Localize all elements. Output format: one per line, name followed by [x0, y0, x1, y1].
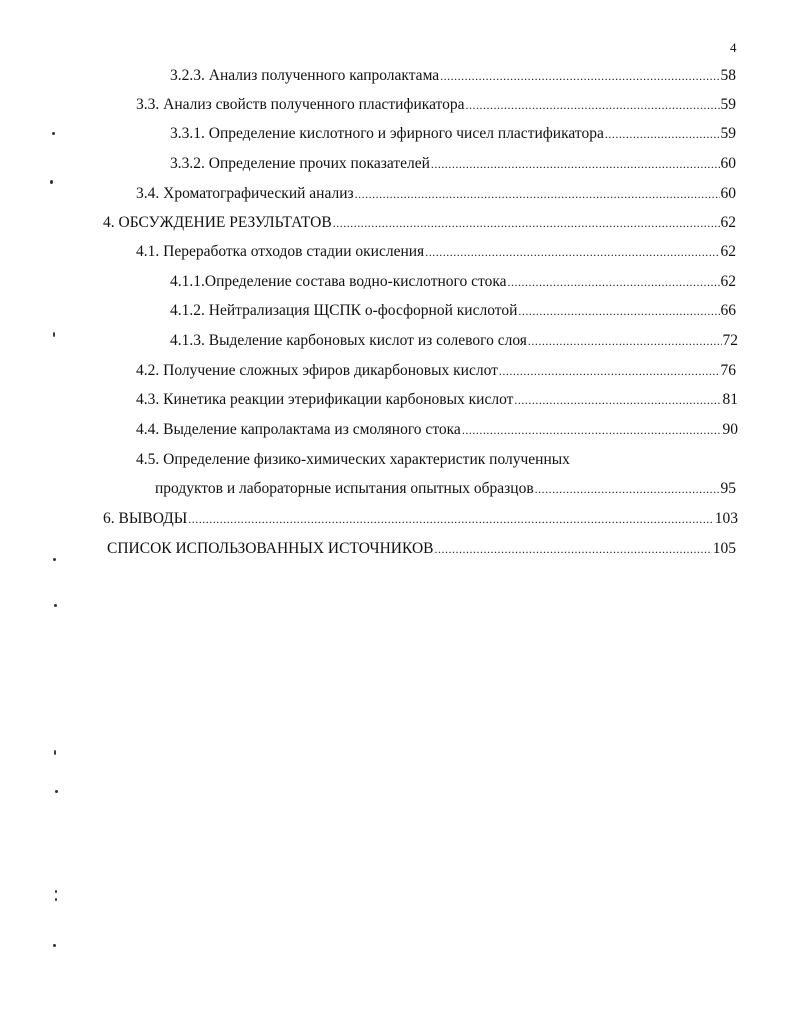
toc-entry-page: 103 — [714, 510, 738, 527]
toc-entry-page: 66 — [720, 302, 736, 319]
toc-entry — [136, 95, 736, 115]
toc-entry-page: 62 — [720, 243, 736, 260]
toc-entry-title: 3.3.2. Определение прочих показателей — [170, 155, 430, 172]
toc-entry-title: 4. ОБСУЖДЕНИЕ РЕЗУЛЬТАТОВ — [103, 214, 332, 231]
toc-entry-title: 4.1.1.Определение состава водно-кислотного стока — [170, 273, 507, 290]
toc-entry-page: 105 — [712, 540, 736, 557]
toc-entry-page: 76 — [720, 362, 736, 379]
scan-speck — [54, 604, 57, 607]
toc-entry-title: 4.2. Получение сложных эфиров дикарбоновых кислот — [136, 362, 498, 379]
toc-leader-dots — [440, 66, 719, 86]
page-number: 4 — [730, 40, 737, 55]
toc-entry-title: 4.1.3. Выделение карбоновых кислот из солевого слоя — [170, 332, 527, 349]
toc-entry-title: 6. ВЫВОДЫ — [103, 510, 188, 527]
toc-entry-page: 58 — [720, 67, 736, 84]
toc-leader-dots — [188, 509, 714, 529]
toc-entry-title: 4.4. Выделение капролактама из смоляного стока — [136, 421, 461, 438]
toc-leader-dots — [333, 213, 720, 233]
toc-entry-page: 90 — [722, 421, 738, 438]
toc-leader-dots — [514, 390, 721, 410]
toc-leader-dots — [535, 479, 720, 499]
toc-entry-title: 4.3. Кинетика реакции этерификации карбоновых кислот — [136, 391, 514, 408]
toc-entry-title: 4.5. Определение физико-химических характеристик полученных — [136, 451, 570, 468]
scan-speck — [55, 890, 57, 893]
toc-leader-dots — [499, 361, 720, 381]
toc-entry — [136, 420, 738, 440]
toc-entry — [155, 479, 736, 499]
toc-leader-dots — [518, 301, 719, 321]
toc-entry — [170, 124, 736, 144]
toc-leader-dots — [466, 95, 720, 115]
toc-entry-title: 3.3. Анализ свойств полученного пластификатора — [136, 96, 465, 113]
toc-entry-page: 60 — [720, 155, 736, 172]
toc-entry-page: 62 — [720, 273, 736, 290]
toc-entry-page: 60 — [720, 185, 736, 202]
toc-entry — [103, 509, 738, 529]
scan-speck — [50, 180, 53, 184]
toc-leader-dots — [462, 420, 722, 440]
toc-entry — [136, 361, 736, 381]
scan-speck — [52, 132, 55, 135]
toc-entry-page: 81 — [722, 391, 738, 408]
toc-entry — [170, 301, 736, 321]
toc-entry-page: 72 — [722, 332, 738, 349]
scan-speck — [55, 898, 57, 901]
scan-speck — [55, 790, 58, 793]
toc-entry — [136, 390, 738, 410]
toc-entry-title: 4.1.2. Нейтрализация ЩСПК о-фосфорной кислотой — [170, 302, 518, 319]
toc-leader-dots — [434, 539, 711, 559]
toc-entry — [170, 331, 738, 351]
toc-entry — [136, 242, 736, 262]
toc-leader-dots — [528, 331, 722, 351]
toc-entry — [136, 184, 736, 204]
toc-entry-page: 62 — [720, 214, 736, 231]
toc-entry — [103, 213, 736, 233]
toc-leader-dots — [605, 124, 720, 144]
toc-entry — [136, 450, 736, 470]
toc-leader-dots — [355, 184, 720, 204]
toc-entry — [170, 154, 736, 174]
toc-entry — [170, 272, 736, 292]
toc-entry — [107, 539, 736, 559]
toc-entry-page: 59 — [720, 125, 736, 142]
scan-speck — [53, 332, 55, 337]
toc-entry-title: СПИСОК ИСПОЛЬЗОВАННЫХ ИСТОЧНИКОВ — [107, 540, 434, 557]
toc-entry-title: продуктов и лабораторные испытания опытных образцов — [155, 480, 534, 497]
toc-entry — [170, 66, 736, 86]
toc-entry-page: 59 — [720, 96, 736, 113]
toc-entry-title: 3.2.3. Анализ полученного капролактама — [170, 67, 440, 84]
toc-entry-title: 4.1. Переработка отходов стадии окисления — [136, 243, 425, 260]
toc-entry-title: 3.3.1. Определение кислотного и эфирного чисел пластификатора — [170, 125, 604, 142]
scan-speck — [53, 558, 56, 561]
toc-leader-dots — [508, 272, 720, 292]
toc-entry-title: 3.4. Хроматографический анализ — [136, 185, 354, 202]
toc-entry-page: 95 — [720, 480, 736, 497]
scan-speck — [54, 750, 56, 755]
scan-speck — [53, 944, 56, 947]
toc-leader-dots — [431, 154, 720, 174]
toc-leader-dots — [425, 242, 719, 262]
